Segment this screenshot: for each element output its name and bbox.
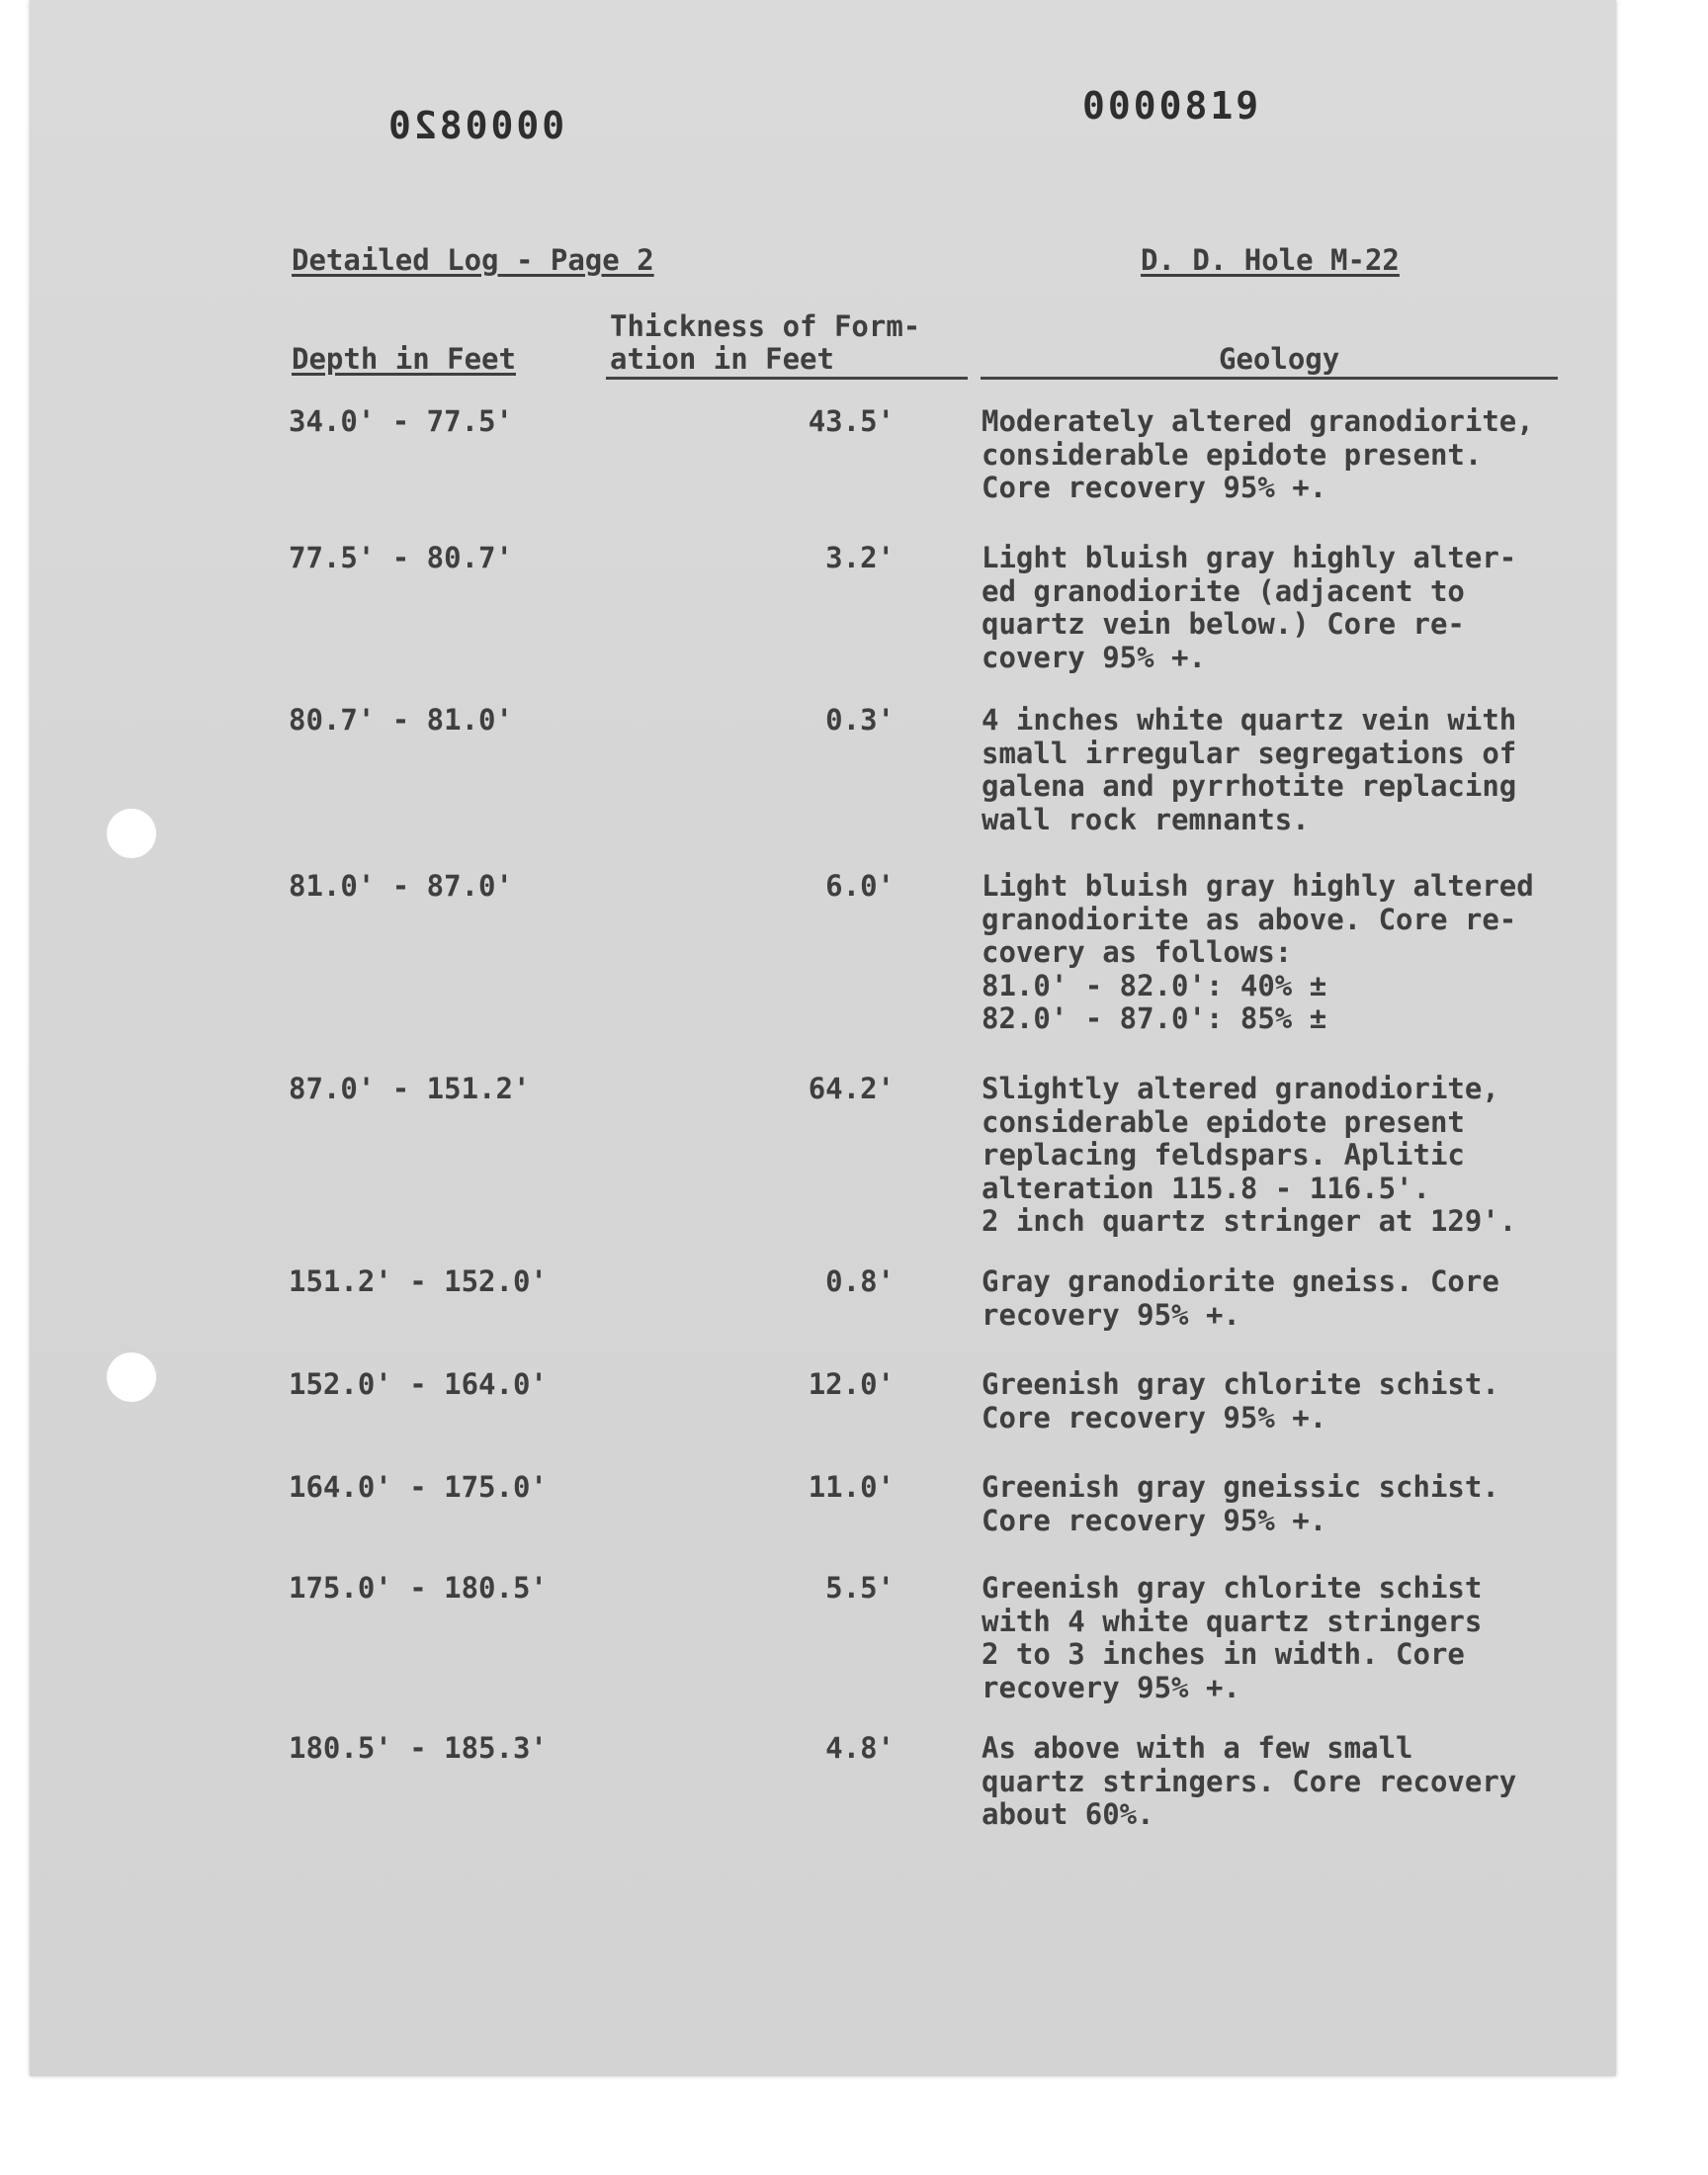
mirrored-page-number-stamp: 0000820 <box>385 104 565 147</box>
depth-range: 175.0' - 180.5' <box>289 1571 548 1605</box>
formation-thickness: 12.0' <box>808 1367 895 1401</box>
geology-description <box>982 1265 1614 1332</box>
depth-range: 180.5' - 185.3' <box>289 1731 548 1765</box>
geology-line: quartz stringers. Core recovery <box>982 1764 1517 1798</box>
depth-range: 164.0' - 175.0' <box>289 1470 548 1504</box>
geology-line: small irregular segregations of <box>982 736 1517 770</box>
thickness-column-label-line2: ation in Feet <box>610 342 834 376</box>
formation-thickness: 6.0' <box>825 869 895 903</box>
depth-range: 80.7' - 81.0' <box>289 703 513 737</box>
formation-thickness: 3.2' <box>825 541 895 574</box>
geology-column-header: Geology <box>1219 342 1340 376</box>
formation-thickness: 64.2' <box>808 1072 895 1105</box>
depth-range: 152.0' - 164.0' <box>289 1367 548 1401</box>
depth-range: 81.0' - 87.0' <box>289 869 513 903</box>
geology-description <box>982 870 1614 1036</box>
thickness-column-underline <box>606 377 968 380</box>
hole-id-header: D. D. Hole M-22 <box>1141 243 1400 277</box>
formation-thickness: 5.5' <box>825 1571 895 1605</box>
geology-line: 2 to 3 inches in width. Core <box>982 1637 1465 1671</box>
punch-hole-bottom <box>107 1352 156 1402</box>
geology-description <box>982 405 1614 505</box>
geology-line: Core recovery 95% +. <box>982 471 1327 504</box>
geology-line: Moderately altered granodiorite, <box>982 404 1534 438</box>
geology-line: Greenish gray gneissic schist. <box>982 1470 1499 1504</box>
geology-line: 81.0' - 82.0': 40% ± <box>982 968 1327 1002</box>
geology-column-underline <box>981 377 1558 380</box>
geology-line: Light bluish gray highly altered <box>982 869 1534 903</box>
geology-line: Greenish gray chlorite schist. <box>982 1367 1499 1401</box>
depth-column-header <box>292 343 516 376</box>
thickness-column-label-line1: Thickness of Form- <box>610 309 921 343</box>
geology-description <box>982 1073 1614 1239</box>
geology-line: recovery 95% +. <box>982 1670 1240 1704</box>
depth-range: 34.0' - 77.5' <box>289 404 513 438</box>
geology-line: considerable epidote present. <box>982 437 1483 472</box>
geology-line: Slightly altered granodiorite, <box>982 1072 1499 1105</box>
geology-line: alteration 115.8 - 116.5'. <box>982 1171 1430 1205</box>
geology-line: Core recovery 95% +. <box>982 1503 1327 1537</box>
formation-thickness: 43.5' <box>808 404 895 438</box>
geology-line: with 4 white quartz stringers <box>982 1604 1483 1638</box>
geology-description <box>982 1572 1614 1704</box>
geology-line: 4 inches white quartz vein with <box>982 703 1517 737</box>
depth-range: 87.0' - 151.2' <box>289 1072 531 1105</box>
geology-line: Greenish gray chlorite schist <box>982 1571 1483 1605</box>
punch-hole-top <box>107 809 156 858</box>
geology-line: considerable epidote present <box>982 1104 1465 1139</box>
geology-line: recovery 95% +. <box>982 1297 1240 1332</box>
document-page <box>30 0 1616 2076</box>
geology-description <box>982 1471 1614 1537</box>
geology-line: galena and pyrrhotite replacing <box>982 769 1517 803</box>
depth-range: 77.5' - 80.7' <box>289 541 513 574</box>
page-number-stamp: 0000819 <box>1082 84 1262 128</box>
geology-line: Gray granodiorite gneiss. Core <box>982 1264 1499 1298</box>
geology-line: about 60%. <box>982 1797 1154 1831</box>
geology-line: covery 95% +. <box>982 640 1206 674</box>
geology-line: Light bluish gray highly alter- <box>982 541 1517 574</box>
thickness-column-header <box>610 310 920 376</box>
log-page-header: Detailed Log - Page 2 <box>292 243 654 277</box>
geology-description <box>982 704 1614 836</box>
formation-thickness: 0.3' <box>825 703 895 737</box>
geology-description <box>982 542 1614 674</box>
geology-description <box>982 1368 1614 1435</box>
geology-description <box>982 1732 1614 1832</box>
geology-line: covery as follows: <box>982 935 1293 969</box>
formation-thickness: 4.8' <box>825 1731 895 1765</box>
formation-thickness: 0.8' <box>825 1264 895 1298</box>
geology-line: ed granodiorite (adjacent to <box>982 573 1465 608</box>
depth-column-label: Depth in Feet <box>292 342 516 376</box>
geology-line: 82.0' - 87.0': 85% ± <box>982 1001 1327 1035</box>
geology-line: quartz vein below.) Core re- <box>982 607 1465 641</box>
geology-line: replacing feldspars. Aplitic <box>982 1138 1465 1172</box>
geology-line: granodiorite as above. Core re- <box>982 902 1517 936</box>
formation-thickness: 11.0' <box>808 1470 895 1504</box>
geology-line: Core recovery 95% +. <box>982 1400 1327 1435</box>
geology-line: As above with a few small <box>982 1731 1413 1765</box>
geology-line: wall rock remnants. <box>982 802 1310 836</box>
geology-line: 2 inch quartz stringer at 129'. <box>982 1204 1517 1238</box>
depth-range: 151.2' - 152.0' <box>289 1264 548 1298</box>
